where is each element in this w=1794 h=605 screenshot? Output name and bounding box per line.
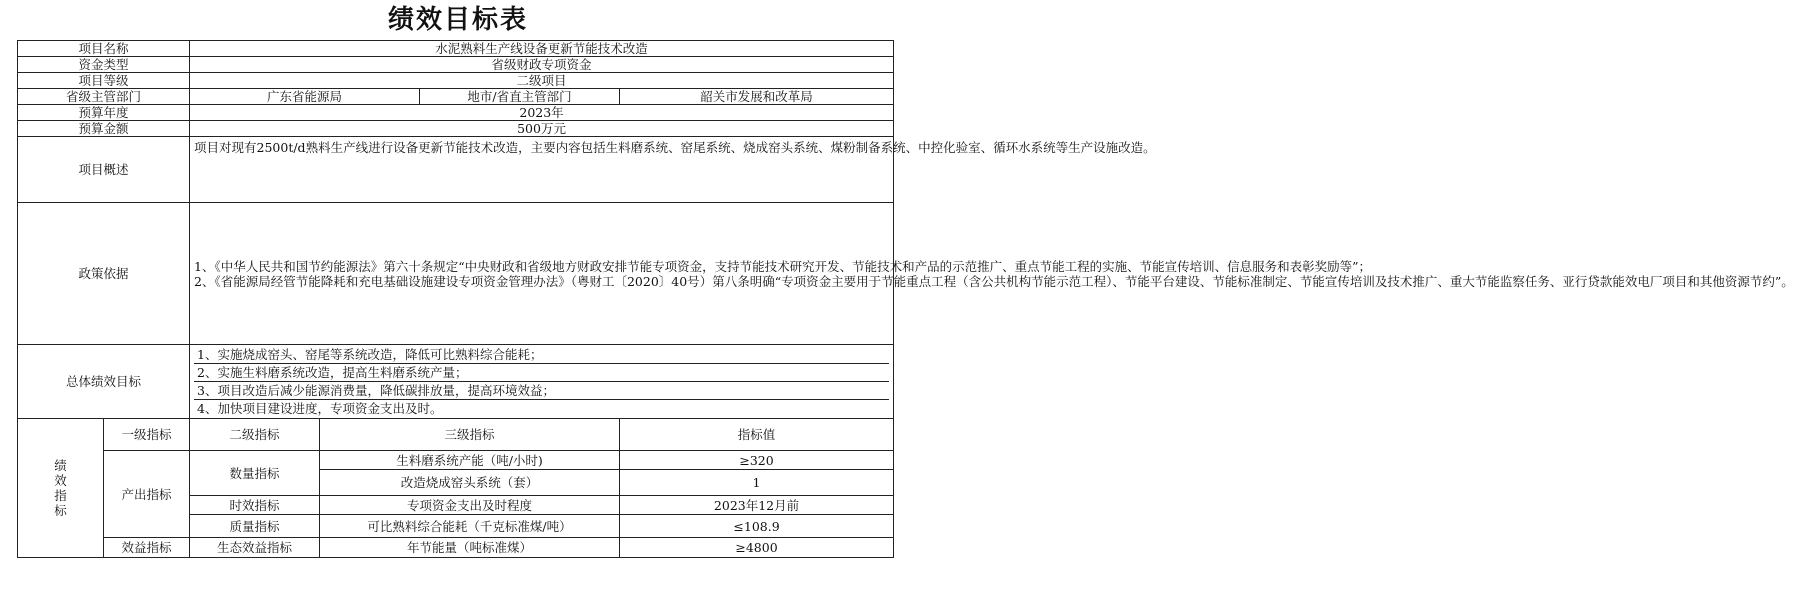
page-title: 绩效目标表 <box>387 5 528 35</box>
header-level3: 三级指标 <box>320 419 620 451</box>
goal-item: 1、实施烧成窑头、窑尾等系统改造，降低可比熟料综合能耗； <box>194 346 889 364</box>
indicator-name: 专项资金支出及时程度 <box>320 496 620 515</box>
row-budget-year <box>18 105 894 121</box>
row-project-name <box>18 41 894 57</box>
row-fund-type <box>18 57 894 73</box>
side-char: 效 <box>54 473 67 488</box>
label-department: 省级主管部门 <box>18 89 190 105</box>
side-char: 标 <box>54 503 67 518</box>
row-goals <box>18 345 894 419</box>
row-project-level <box>18 73 894 89</box>
row-policy <box>18 203 894 345</box>
label-timeliness: 时效指标 <box>190 496 320 515</box>
side-char: 指 <box>54 488 67 503</box>
label-project-level: 项目等级 <box>18 73 190 89</box>
indicator-row <box>18 538 894 558</box>
goal-item: 3、项目改造后减少能源消费量，降低碳排放量，提高环境效益； <box>194 382 889 400</box>
label-budget-year: 预算年度 <box>18 105 190 121</box>
label-goals: 总体绩效目标 <box>18 345 190 419</box>
row-overview <box>18 137 894 203</box>
side-label-performance-indicators <box>18 419 104 558</box>
value-fund-type: 省级财政专项资金 <box>190 57 894 73</box>
value-department: 广东省能源局 <box>190 89 420 105</box>
indicator-name: 生料磨系统产能（吨/小时) <box>320 451 620 470</box>
goal-item: 2、实施生料磨系统改造，提高生料磨系统产量； <box>194 364 889 382</box>
value-budget-year: 2023年 <box>190 105 894 121</box>
header-level1: 一级指标 <box>104 419 190 451</box>
label-project-name: 项目名称 <box>18 41 190 57</box>
value-overview: 项目对现有2500t/d熟料生产线进行设备更新节能技术改造，主要内容包括生料磨系统、窑尾系统、烧成窑头系统、煤粉制备系统、中控化验室、循环水系统等生产设施改造。 <box>190 137 894 203</box>
indicator-value: 2023年12月前 <box>620 496 894 515</box>
indicator-value: ≥320 <box>620 451 894 470</box>
policy-paragraph-2: 2、《省能源局经管节能降耗和充电基础设施建设专项资金管理办法》（粤财工〔2020〕40号）第八条明确“专项资金主要用于节能重点工程（含公共机构节能示范工程）、节能平台建设、节能标准制定、节能宣传培训及技术推广、重大节能监察任务、亚行贷款能效电厂项目和其他资源节约”。 <box>194 273 1794 289</box>
indicator-name: 改造烧成窑头系统（套） <box>320 470 620 496</box>
header-value: 指标值 <box>620 419 894 451</box>
label-benefit: 效益指标 <box>104 538 190 558</box>
value-policy <box>190 203 1794 345</box>
value-goals <box>190 345 894 419</box>
performance-table <box>17 40 1794 558</box>
row-indicator-header <box>18 419 894 451</box>
label-quantity: 数量指标 <box>190 451 320 496</box>
label-fund-type: 资金类型 <box>18 57 190 73</box>
indicator-name: 年节能量（吨标准煤） <box>320 538 620 558</box>
indicator-value: ≤108.9 <box>620 515 894 538</box>
row-budget-amount <box>18 121 894 137</box>
indicator-row <box>18 451 894 470</box>
label-eco-benefit: 生态效益指标 <box>190 538 320 558</box>
indicator-value: ≥4800 <box>620 538 894 558</box>
indicator-name: 可比熟料综合能耗（千克标准煤/吨） <box>320 515 620 538</box>
label-output: 产出指标 <box>104 451 190 538</box>
side-char: 绩 <box>54 458 67 473</box>
label-budget-amount: 预算金额 <box>18 121 190 137</box>
value-project-level: 二级项目 <box>190 73 894 89</box>
value-project-name: 水泥熟料生产线设备更新节能技术改造 <box>190 41 894 57</box>
value-sub-department: 韶关市发展和改革局 <box>620 89 894 105</box>
label-policy: 政策依据 <box>18 203 190 345</box>
indicator-value: 1 <box>620 470 894 496</box>
goal-item: 4、加快项目建设进度，专项资金支出及时。 <box>197 401 443 416</box>
value-budget-amount: 500万元 <box>190 121 894 137</box>
header-level2: 二级指标 <box>190 419 320 451</box>
label-overview: 项目概述 <box>18 137 190 203</box>
label-quality: 质量指标 <box>190 515 320 538</box>
label-sub-department: 地市/省直主管部门 <box>420 89 620 105</box>
policy-paragraph-1: 1、《中华人民共和国节约能源法》第六十条规定“中央财政和省级地方财政安排节能专项资金，支持节能技术研究开发、节能技术和产品的示范推广、重点节能工程的实施、节能宣传培训、信息服务和表彰奖励等”； <box>194 258 1372 274</box>
row-department <box>18 89 894 105</box>
